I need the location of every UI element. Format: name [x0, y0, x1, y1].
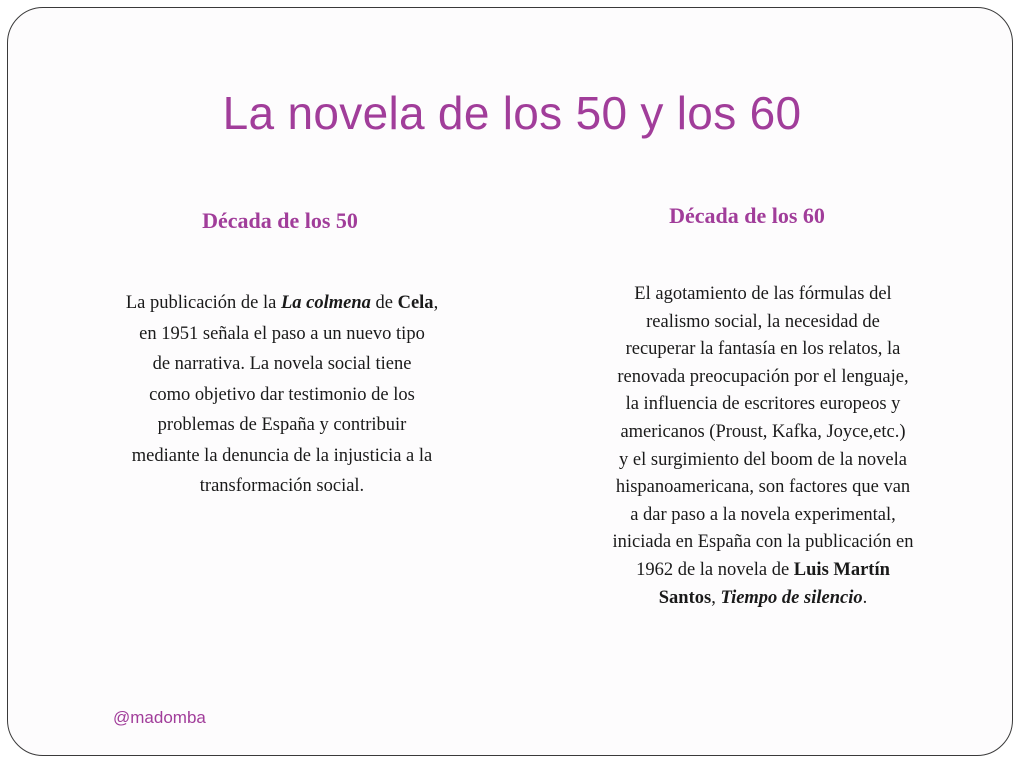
text-line: realismo social, la necesidad de: [646, 311, 880, 332]
text-segment: .: [862, 587, 868, 608]
text-line: problemas de España y contribuir: [157, 415, 407, 435]
text-line: [573, 585, 953, 613]
text-line: a dar paso a la novela experimental,: [630, 504, 896, 525]
text-segment: ,: [711, 587, 721, 608]
author-santos: Santos: [658, 587, 712, 608]
text-line: de narrativa. La novela social tiene: [152, 354, 412, 374]
text-line: como objetivo dar testimonio de los: [149, 384, 415, 405]
book-title-tiempo-de-silencio: Tiempo de silencio: [720, 587, 863, 608]
text-line: mediante la denuncia de la injusticia a la: [131, 445, 433, 466]
footer-author-handle: @madomba: [113, 708, 206, 727]
text-line: hispanoamericana, son factores que van: [615, 477, 911, 498]
text-line: recuperar la fantasía en los relatos, la: [625, 339, 901, 360]
text-line: renovada preocupación por el lenguaje,: [617, 366, 909, 387]
text-segment: 1962 de la novela de: [636, 559, 794, 580]
book-title-la-colmena: La colmena: [280, 293, 371, 313]
paragraph-decada-50: [82, 288, 482, 502]
text-line: americanos (Proust, Kafka, Joyce,etc.): [620, 421, 906, 442]
author-luis-martin: Luis Martín: [793, 559, 890, 580]
text-line: [573, 557, 953, 585]
text-segment: ,: [433, 293, 439, 313]
text-line: El agotamiento de las fórmulas del: [634, 284, 892, 304]
text-line: transformación social.: [199, 476, 365, 496]
text-line: la influencia de escritores europeos y: [625, 394, 901, 415]
heading-decada-60: Década de los 60: [669, 203, 825, 228]
slide-title: La novela de los 50 y los 60: [222, 87, 802, 139]
text-line: iniciada en España con la publicación en: [612, 532, 914, 553]
text-line: en 1951 señala el paso a un nuevo tipo: [139, 323, 425, 344]
paragraph-decada-60: [573, 281, 953, 612]
text-segment: de: [370, 293, 398, 313]
author-cela: Cela: [397, 293, 434, 313]
text-line: [82, 288, 482, 319]
text-segment: La publicación de la: [125, 293, 281, 313]
heading-decada-50: Década de los 50: [202, 208, 358, 233]
text-line: y el surgimiento del boom de la novela: [619, 449, 907, 470]
